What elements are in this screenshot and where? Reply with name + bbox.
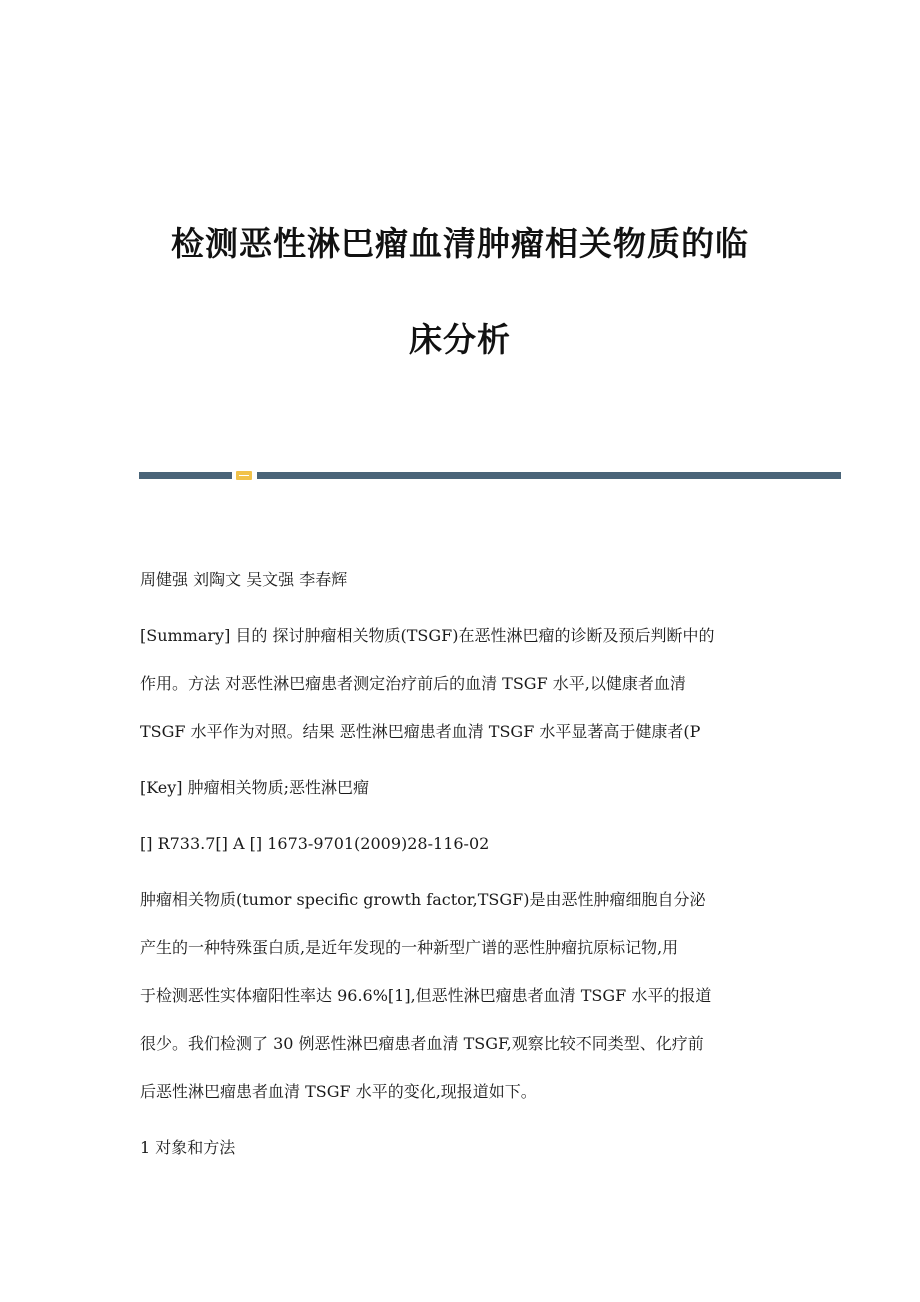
body-line-1: 肿瘤相关物质(tumor specific growth factor,TSGF)是由恶性肿瘤细胞自分泌: [140, 890, 706, 909]
summary-line-3: TSGF 水平作为对照。结果 恶性淋巴瘤患者血清 TSGF 水平显著高于健康者(P: [140, 722, 701, 741]
divider-bar-left: [139, 472, 232, 479]
classification-line: [] R733.7[] A [] 1673-9701(2009)28-116-02: [140, 834, 490, 853]
divider-bar-right: [257, 472, 841, 479]
body-line-2: 产生的一种特殊蛋白质,是近年发现的一种新型广谱的恶性肿瘤抗原标记物,用: [140, 938, 679, 957]
summary-line-2: 作用。方法 对恶性淋巴瘤患者测定治疗前后的血清 TSGF 水平,以健康者血清: [140, 674, 686, 693]
title-divider: [139, 471, 841, 480]
divider-ornament-icon: [236, 471, 252, 480]
body-line-3: 于检测恶性实体瘤阳性率达 96.6%[1],但恶性淋巴瘤患者血清 TSGF 水平的报道: [140, 986, 712, 1005]
paper-title-line-2: 床分析: [409, 320, 511, 359]
authors: 周健强 刘陶文 吴文强 李春辉: [140, 570, 348, 589]
section-heading: 1 对象和方法: [140, 1138, 236, 1157]
body-line-5: 后恶性淋巴瘤患者血清 TSGF 水平的变化,现报道如下。: [140, 1082, 537, 1101]
keywords: [Key] 肿瘤相关物质;恶性淋巴瘤: [140, 778, 369, 797]
body-line-4: 很少。我们检测了 30 例恶性淋巴瘤患者血清 TSGF,观察比较不同类型、化疗前: [140, 1034, 704, 1053]
summary-line-1: [Summary] 目的 探讨肿瘤相关物质(TSGF)在恶性淋巴瘤的诊断及预后判断中的: [140, 626, 715, 645]
paper-title-line-1: 检测恶性淋巴瘤血清肿瘤相关物质的临: [171, 224, 749, 263]
